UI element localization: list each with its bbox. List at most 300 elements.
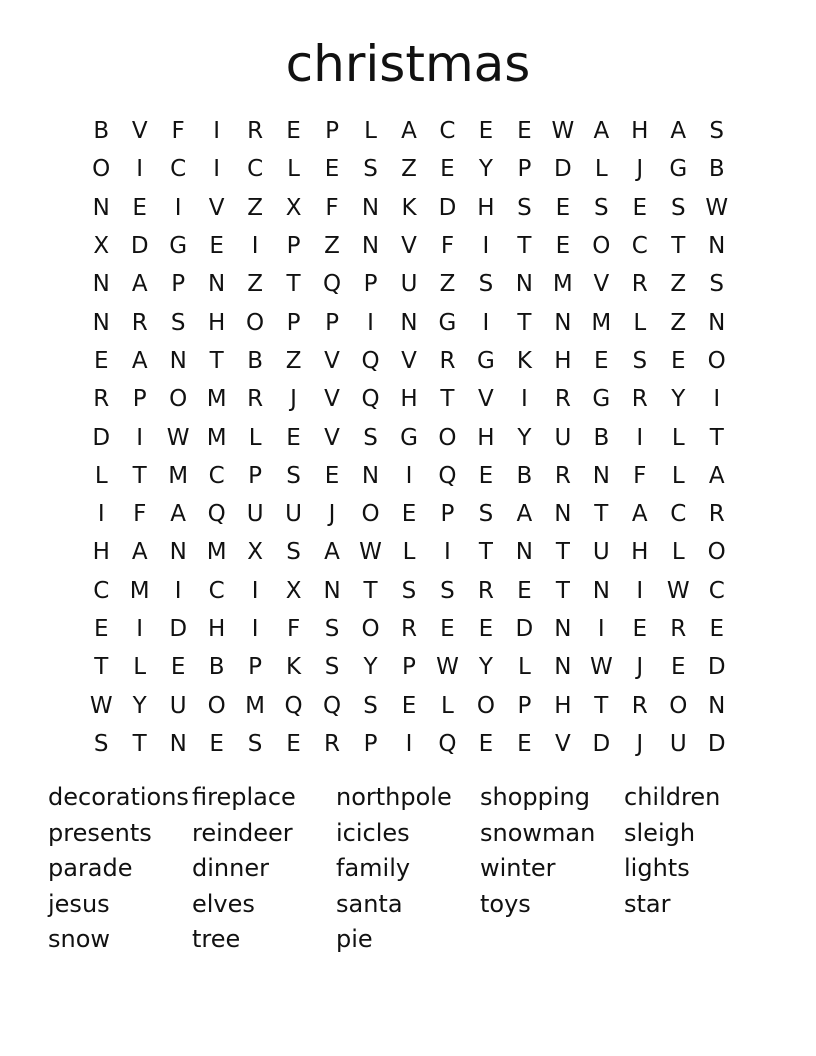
grid-letter: S: [670, 194, 686, 221]
grid-letter: R: [631, 692, 648, 719]
grid-letter: T: [555, 577, 570, 604]
grid-letter: E: [478, 118, 494, 145]
grid-letter: D: [707, 730, 726, 757]
word-list-item: decorations: [48, 783, 189, 811]
grid-letter: S: [594, 194, 609, 221]
grid-letter: L: [441, 692, 454, 719]
grid-letter: N: [92, 271, 110, 298]
grid-letter: F: [633, 462, 647, 489]
grid-letter: S: [709, 118, 725, 145]
grid-letter: U: [169, 692, 187, 719]
grid-letter: H: [631, 118, 649, 145]
grid-letter: R: [670, 616, 687, 642]
grid-letter: N: [208, 271, 226, 298]
grid-letter: H: [477, 424, 495, 451]
grid-row: [82, 610, 736, 648]
grid-letter: E: [478, 730, 494, 757]
grid-letter: R: [708, 501, 725, 528]
grid-letter: N: [592, 462, 610, 489]
grid-letter: I: [213, 118, 221, 145]
grid-letter: V: [208, 194, 225, 221]
grid-letter: L: [517, 654, 531, 681]
grid-letter: S: [247, 730, 263, 757]
grid-letter: T: [132, 462, 147, 489]
grid-letter: G: [477, 347, 495, 374]
grid-letter: O: [707, 347, 726, 374]
grid-letter: S: [363, 692, 378, 719]
grid-letter: R: [439, 347, 456, 374]
grid-letter: T: [671, 233, 686, 260]
grid-row: [82, 495, 736, 533]
grid-letter: A: [516, 501, 533, 528]
grid-letter: A: [131, 347, 148, 374]
grid-letter: N: [708, 233, 726, 260]
grid-letter: P: [248, 654, 263, 681]
page-title: christmas: [285, 35, 531, 93]
grid-letter: D: [515, 616, 534, 642]
grid-letter: Z: [324, 233, 340, 260]
grid-letter: V: [593, 271, 610, 298]
grid-letter: Q: [322, 271, 342, 298]
grid-letter: H: [554, 692, 572, 719]
grid-letter: D: [707, 654, 726, 681]
grid-letter: M: [552, 271, 573, 298]
word-list-item: presents: [48, 818, 152, 847]
grid-letter: E: [209, 730, 224, 757]
grid-letter: X: [247, 539, 263, 566]
grid-row: [82, 572, 736, 610]
grid-row: [82, 457, 736, 495]
grid-letter: P: [286, 309, 301, 336]
grid-letter: G: [169, 233, 188, 260]
grid-row: [82, 418, 736, 456]
word-list-item: lights: [624, 854, 690, 882]
grid-letter: R: [631, 386, 648, 413]
word-list-item: tree: [192, 925, 241, 953]
grid-letter: I: [97, 501, 105, 528]
grid-letter: N: [361, 233, 380, 260]
word-list-item: family: [336, 854, 411, 882]
grid-letter: E: [670, 347, 686, 374]
grid-letter: G: [438, 309, 457, 336]
grid-letter: A: [631, 501, 648, 528]
grid-letter: T: [517, 233, 532, 260]
grid-letter: B: [93, 118, 110, 145]
grid-letter: N: [361, 194, 380, 221]
grid-letter: Z: [670, 309, 687, 336]
grid-letter: N: [361, 462, 380, 489]
grid-letter: S: [324, 654, 340, 681]
grid-letter: K: [401, 194, 417, 221]
grid-letter: C: [708, 577, 725, 604]
grid-letter: C: [93, 577, 110, 604]
grid-row: [82, 265, 736, 303]
grid-letter: H: [92, 539, 110, 566]
grid-letter: H: [477, 194, 495, 221]
letter-grid: [82, 112, 736, 763]
grid-letter: R: [400, 616, 417, 642]
grid-letter: F: [440, 233, 455, 260]
grid-letter: U: [400, 271, 418, 298]
grid-letter: E: [478, 616, 494, 642]
grid-letter: S: [478, 501, 494, 528]
grid-letter: S: [363, 424, 378, 451]
grid-letter: G: [669, 156, 688, 183]
grid-letter: C: [208, 577, 225, 604]
grid-letter: A: [131, 271, 148, 298]
grid-letter: V: [324, 424, 340, 451]
grid-row: [82, 725, 736, 763]
word-list-item: reindeer: [192, 818, 293, 847]
grid-letter: R: [554, 386, 571, 413]
grid-letter: M: [129, 577, 150, 604]
word-list: [48, 780, 768, 958]
grid-letter: L: [248, 424, 262, 451]
grid-letter: H: [554, 347, 572, 374]
grid-letter: S: [170, 309, 186, 336]
grid-letter: N: [92, 194, 110, 221]
grid-letter: B: [247, 347, 263, 374]
word-list-item: children: [624, 783, 721, 811]
grid-letter: U: [554, 424, 572, 451]
grid-letter: U: [669, 730, 687, 757]
grid-letter: O: [92, 156, 111, 183]
grid-letter: F: [171, 118, 185, 145]
word-list-item: icicles: [336, 818, 410, 847]
grid-letter: R: [631, 271, 648, 298]
word-list-item: snow: [48, 925, 111, 953]
grid-letter: Z: [670, 271, 687, 298]
grid-letter: R: [131, 309, 148, 336]
grid-letter: E: [286, 118, 301, 145]
grid-letter: L: [133, 654, 147, 681]
grid-letter: E: [401, 692, 417, 719]
grid-letter: E: [401, 501, 417, 528]
grid-letter: T: [94, 654, 109, 681]
grid-letter: D: [438, 194, 457, 221]
grid-letter: M: [591, 309, 612, 336]
grid-letter: T: [555, 539, 570, 566]
grid-letter: V: [554, 730, 571, 757]
grid-letter: W: [589, 654, 613, 681]
grid-letter: N: [592, 577, 610, 604]
grid-letter: O: [169, 386, 188, 413]
grid-row: [82, 686, 736, 724]
grid-letter: D: [130, 233, 149, 260]
word-list-item: parade: [48, 854, 133, 882]
grid-letter: U: [246, 501, 264, 528]
grid-letter: D: [554, 156, 572, 183]
grid-letter: R: [554, 462, 571, 489]
grid-letter: E: [555, 194, 571, 221]
word-list-item: fireplace: [192, 783, 296, 811]
grid-letter: P: [248, 462, 263, 489]
grid-letter: Q: [284, 692, 303, 719]
grid-letter: J: [328, 501, 336, 528]
grid-letter: E: [517, 577, 532, 604]
grid-letter: I: [174, 577, 182, 604]
grid-letter: N: [92, 309, 110, 336]
grid-letter: S: [440, 577, 455, 604]
grid-letter: E: [517, 118, 532, 145]
grid-letter: C: [439, 118, 456, 145]
grid-letter: O: [207, 692, 226, 719]
grid-letter: P: [171, 271, 186, 298]
grid-letter: Q: [438, 730, 457, 757]
grid-letter: P: [325, 309, 339, 336]
grid-letter: N: [708, 692, 726, 719]
grid-letter: V: [131, 118, 148, 145]
grid-letter: Q: [361, 386, 380, 413]
grid-letter: P: [517, 692, 532, 719]
grid-letter: A: [670, 118, 687, 145]
grid-letter: Y: [478, 654, 493, 681]
grid-letter: P: [286, 233, 301, 260]
grid-letter: X: [285, 577, 302, 604]
grid-letter: W: [551, 118, 575, 145]
grid-letter: L: [633, 309, 647, 336]
grid-letter: O: [707, 539, 726, 566]
grid-letter: K: [516, 347, 532, 374]
grid-letter: O: [246, 309, 265, 336]
grid-letter: A: [708, 462, 725, 489]
grid-letter: S: [286, 539, 301, 566]
grid-letter: I: [136, 616, 144, 642]
grid-letter: Y: [363, 654, 378, 681]
grid-letter: S: [478, 271, 494, 298]
grid-letter: I: [136, 424, 144, 451]
grid-letter: O: [592, 233, 611, 260]
grid-row: [82, 342, 736, 380]
grid-letter: W: [89, 692, 113, 719]
grid-letter: A: [593, 118, 610, 145]
grid-letter: M: [245, 692, 266, 719]
grid-letter: C: [170, 156, 187, 183]
grid-letter: X: [285, 194, 302, 221]
grid-letter: W: [166, 424, 190, 451]
grid-letter: E: [93, 347, 109, 374]
grid-letter: Q: [207, 501, 226, 528]
grid-letter: I: [444, 539, 451, 566]
grid-letter: Z: [247, 194, 263, 221]
grid-letter: Y: [517, 424, 532, 451]
grid-letter: I: [482, 233, 490, 260]
grid-letter: E: [478, 462, 494, 489]
grid-letter: R: [324, 730, 341, 757]
grid-letter: W: [666, 577, 690, 604]
word-list-item: snowman: [480, 818, 596, 847]
grid-letter: C: [631, 233, 648, 260]
grid-letter: H: [207, 616, 226, 642]
grid-letter: L: [671, 539, 685, 566]
grid-letter: Z: [439, 271, 456, 298]
grid-letter: T: [709, 424, 724, 451]
grid-letter: Q: [361, 347, 380, 374]
grid-letter: N: [323, 577, 341, 604]
grid-letter: Y: [132, 692, 147, 719]
grid-letter: E: [440, 156, 455, 183]
grid-letter: J: [636, 654, 644, 681]
grid-letter: I: [136, 156, 144, 183]
word-list-item: northpole: [336, 783, 452, 811]
word-list-item: shopping: [480, 783, 590, 811]
grid-letter: E: [594, 347, 609, 374]
grid-letter: L: [94, 462, 108, 489]
grid-letter: Q: [438, 462, 457, 489]
word-list-item: elves: [192, 889, 255, 918]
grid-letter: E: [324, 156, 340, 183]
grid-letter: M: [206, 539, 227, 566]
grid-letter: P: [517, 156, 532, 183]
grid-letter: E: [209, 233, 224, 260]
grid-row: [82, 227, 736, 265]
grid-letter: K: [286, 654, 302, 681]
grid-letter: H: [631, 539, 649, 566]
grid-letter: W: [436, 654, 459, 681]
word-list-item: star: [624, 889, 671, 918]
grid-letter: I: [597, 616, 605, 642]
grid-letter: B: [208, 654, 225, 681]
grid-letter: N: [708, 309, 726, 336]
grid-letter: N: [515, 271, 533, 298]
grid-letter: P: [325, 118, 339, 145]
grid-letter: E: [632, 194, 648, 221]
grid-letter: M: [206, 424, 227, 451]
grid-letter: S: [286, 462, 301, 489]
grid-letter: T: [594, 501, 609, 528]
grid-letter: I: [367, 309, 374, 336]
grid-letter: P: [363, 271, 378, 298]
grid-letter: S: [517, 194, 532, 221]
grid-letter: Z: [285, 347, 302, 374]
grid-letter: D: [592, 730, 611, 757]
grid-letter: S: [401, 577, 417, 604]
grid-letter: I: [213, 156, 221, 183]
grid-row: [82, 189, 736, 227]
grid-letter: E: [324, 462, 340, 489]
grid-letter: B: [516, 462, 533, 489]
grid-letter: T: [478, 539, 493, 566]
word-list-item: sleigh: [624, 818, 696, 847]
grid-letter: N: [554, 654, 572, 681]
grid-letter: S: [632, 347, 648, 374]
grid-letter: O: [476, 692, 495, 719]
grid-letter: X: [93, 233, 110, 260]
word-list-item: pie: [336, 925, 373, 953]
grid-letter: A: [324, 539, 340, 566]
grid-letter: E: [286, 424, 301, 451]
grid-letter: T: [286, 271, 301, 298]
grid-letter: R: [477, 577, 494, 604]
grid-letter: A: [401, 118, 417, 145]
grid-letter: B: [708, 156, 725, 183]
grid-letter: R: [247, 118, 264, 145]
grid-letter: N: [169, 539, 187, 566]
grid-letter: N: [515, 539, 533, 566]
grid-letter: V: [324, 386, 340, 413]
grid-letter: R: [247, 386, 264, 413]
grid-letter: I: [405, 730, 413, 757]
grid-letter: C: [670, 501, 687, 528]
grid-letter: O: [438, 424, 457, 451]
word-list-item: santa: [336, 889, 403, 918]
grid-letter: V: [401, 233, 417, 260]
grid-letter: V: [324, 347, 340, 374]
grid-letter: O: [361, 501, 380, 528]
grid-letter: I: [251, 233, 259, 260]
grid-letter: N: [400, 309, 418, 336]
grid-row: [82, 112, 736, 150]
grid-letter: D: [169, 616, 188, 642]
grid-letter: N: [554, 616, 572, 642]
grid-letter: I: [405, 462, 413, 489]
grid-letter: L: [671, 424, 685, 451]
grid-letter: V: [401, 347, 417, 374]
grid-row: [82, 150, 736, 188]
grid-letter: J: [636, 156, 644, 183]
grid-letter: S: [709, 271, 725, 298]
grid-letter: T: [517, 309, 532, 336]
grid-letter: N: [169, 730, 187, 757]
grid-letter: C: [247, 156, 264, 183]
grid-letter: N: [169, 347, 187, 374]
grid-letter: U: [592, 539, 610, 566]
grid-letter: D: [92, 424, 111, 451]
grid-letter: S: [324, 616, 340, 642]
grid-row: [82, 533, 736, 571]
grid-letter: L: [671, 462, 685, 489]
grid-letter: I: [636, 577, 644, 604]
grid-letter: I: [174, 194, 182, 221]
grid-letter: E: [517, 730, 532, 757]
grid-letter: S: [93, 730, 109, 757]
grid-letter: F: [325, 194, 339, 221]
grid-letter: U: [285, 501, 302, 528]
grid-letter: N: [554, 501, 572, 528]
word-list-item: dinner: [192, 854, 269, 882]
grid-letter: T: [440, 386, 455, 413]
grid-letter: R: [93, 386, 110, 413]
grid-row: [82, 648, 736, 686]
grid-letter: I: [482, 309, 490, 336]
grid-letter: S: [363, 156, 378, 183]
grid-letter: Y: [671, 386, 686, 413]
grid-letter: W: [705, 194, 729, 221]
grid-letter: P: [440, 501, 455, 528]
grid-letter: B: [593, 424, 610, 451]
grid-letter: I: [251, 616, 259, 642]
grid-letter: T: [363, 577, 378, 604]
grid-letter: E: [632, 616, 648, 642]
grid-letter: E: [555, 233, 571, 260]
grid-letter: T: [132, 730, 147, 757]
grid-row: [82, 380, 736, 418]
grid-letter: L: [594, 156, 608, 183]
grid-letter: P: [132, 386, 147, 413]
word-list-item: jesus: [48, 889, 110, 918]
grid-letter: P: [363, 730, 378, 757]
grid-letter: L: [402, 539, 416, 566]
grid-letter: M: [168, 462, 189, 489]
grid-letter: E: [170, 654, 186, 681]
grid-letter: J: [636, 730, 644, 757]
grid-row: [82, 303, 736, 341]
grid-letter: E: [709, 616, 724, 642]
grid-letter: Y: [478, 156, 493, 183]
grid-letter: O: [361, 616, 380, 642]
grid-letter: L: [287, 156, 300, 183]
grid-letter: E: [670, 654, 686, 681]
